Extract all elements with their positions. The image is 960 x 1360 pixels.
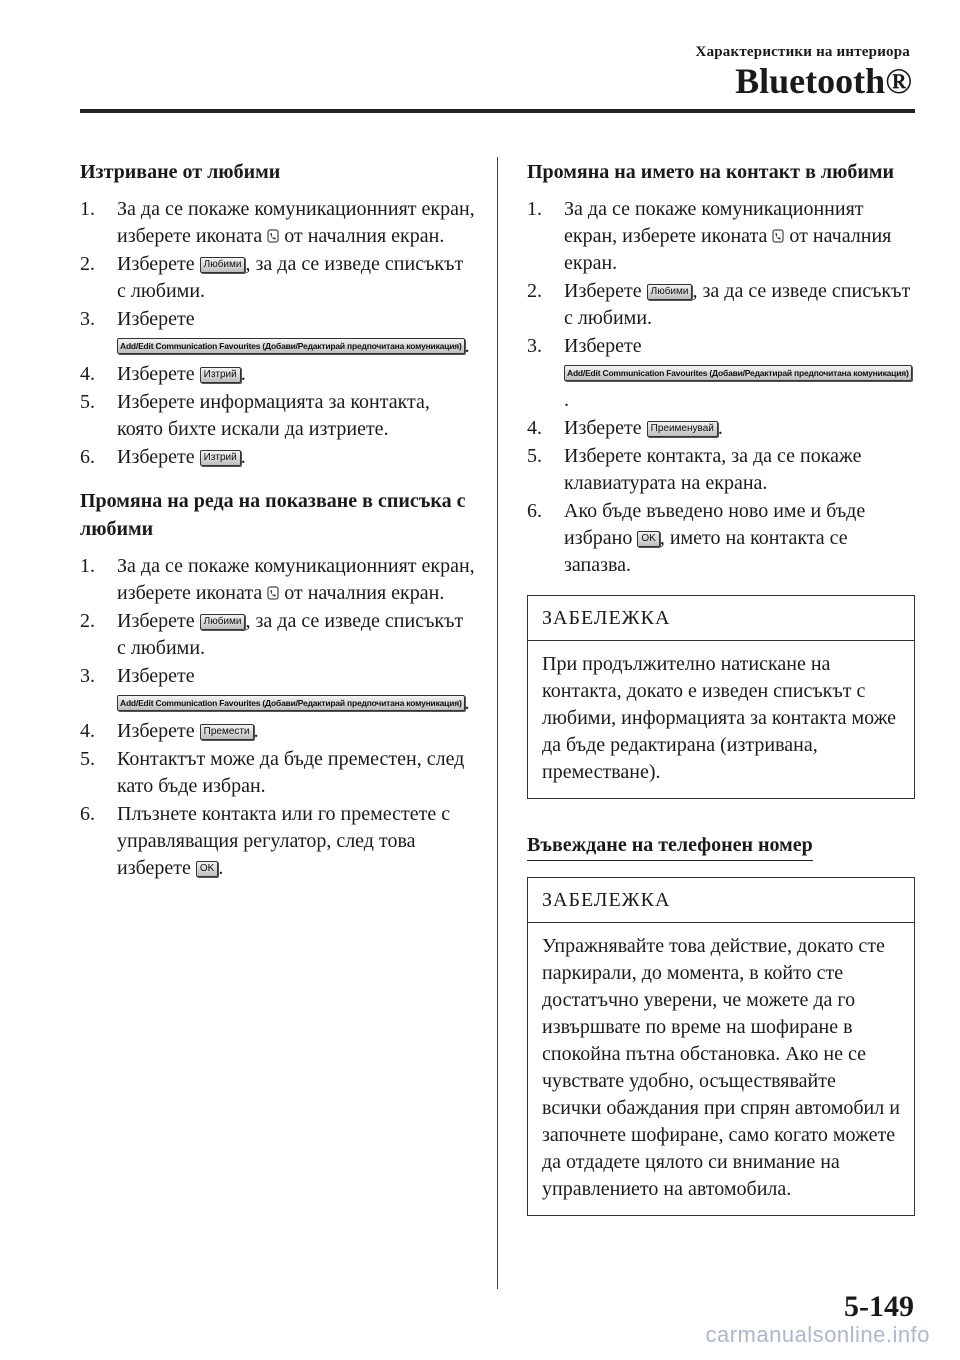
list-item: 6. Плъзнете контакта или го преместете с управляващия регулатор, след това изберете OK . — [80, 803, 451, 879]
list-item: 1. За да се покаже комуникационният екран, изберете иконата от началния екран. — [80, 555, 475, 604]
phone-icon[interactable] — [267, 229, 279, 243]
reorder-steps — [80, 553, 475, 882]
header-rule — [80, 109, 915, 113]
note-box-edit — [527, 595, 915, 799]
ok-button[interactable]: OK — [196, 861, 218, 877]
delete-steps — [80, 196, 475, 471]
note-body: При продължително натискане на контакта, докато е изведен списъкът с любими, информацията за контакта може да бъде редактирана (изтривана, преместване). — [542, 653, 897, 783]
list-item: 5. Изберете информацията за контакта, която бихте искали да изтриете. — [80, 391, 430, 440]
list-item: 2. Изберете Любими , за да се изведе списъкът с любими. — [527, 280, 911, 329]
list-item: 2. Изберете Любими , за да се изведе списъкът с любими. — [80, 610, 464, 659]
section-heading-rename: Промяна на името на контакт в любими — [527, 161, 895, 183]
note-body: Упражнявайте това действие, докато сте паркирали, до момента, в който сте достатъчно уверени, че можете да го извършвате по време на шофиране в спокойна пътна обстановка. Ако не се чувствате удобно, осъществявайте всички обаждания при спрян автомобил и започнете шофиране, само когато можете да отдадете цялото си внимание на управлението на автомобила. — [542, 935, 900, 1200]
add-edit-favourites-button[interactable]: Add/Edit Communication Favourites (Добави/Редактирай предпочитана комуникация) — [117, 695, 465, 711]
section-heading-delete: Изтриване от любими — [80, 161, 281, 183]
section-heading-reorder: Промяна на реда на показване в списъка с любими — [80, 490, 466, 540]
list-item: 1. За да се покаже комуникационният екран, изберете иконата от началния екран. — [80, 198, 475, 247]
list-item: 3. Изберете Add/Edit Communication Favourites (Добави/Редактирай предпочитана комуникация). — [527, 333, 915, 414]
favourites-button[interactable]: Любими — [200, 614, 246, 630]
header-title: Bluetooth® — [735, 61, 912, 101]
add-edit-favourites-button[interactable]: Add/Edit Communication Favourites (Добави/Редактирай предпочитана комуникация) — [564, 365, 912, 381]
left-column — [80, 158, 475, 898]
move-button[interactable]: Премести — [200, 724, 254, 740]
list-item: 6. Ако бъде въведено ново име и бъде избрано OK , името на контакта се запазва. — [527, 500, 866, 576]
favourites-button[interactable]: Любими — [647, 284, 693, 300]
list-item: 5. Контактът може да бъде преместен, след като бъде избран. — [80, 748, 465, 797]
note-title: ЗАБЕЛЕЖКА — [528, 878, 914, 923]
rename-button[interactable]: Преименувай — [647, 421, 718, 437]
phone-icon[interactable] — [772, 229, 784, 243]
list-item: 1. За да се покаже комуникационният екран, изберете иконата от началния екран. — [527, 198, 892, 274]
favourites-button[interactable]: Любими — [200, 257, 246, 273]
phone-icon[interactable] — [267, 586, 279, 600]
list-item: 6. Изберете Изтрий . — [80, 446, 246, 468]
rename-steps — [527, 196, 915, 579]
page-number: 5-149 — [844, 1290, 914, 1323]
list-item: 5. Изберете контакта, за да се покаже клавиатурата на екрана. — [527, 445, 862, 494]
list-item: 4. Изберете Преименувай . — [527, 417, 723, 439]
column-divider — [497, 157, 498, 1289]
delete-button[interactable]: Изтрий — [200, 450, 241, 466]
list-item: 3. Изберете Add/Edit Communication Favourites (Добави/Редактирай предпочитана комуникация) . — [80, 308, 470, 357]
list-item: 4. Изберете Изтрий . — [80, 363, 246, 385]
add-edit-favourites-button[interactable]: Add/Edit Communication Favourites (Добави/Редактирай предпочитана комуникация) — [117, 338, 465, 354]
header-category: Характеристики на интериора — [695, 44, 910, 60]
right-column — [527, 158, 915, 1226]
note-title: ЗАБЕЛЕЖКА — [528, 596, 914, 641]
list-item: 2. Изберете Любими , за да се изведе списъкът с любими. — [80, 253, 464, 302]
list-item: 3. Изберете Add/Edit Communication Favourites (Добави/Редактирай предпочитана комуникация) . — [80, 665, 470, 714]
ok-button[interactable]: OK — [637, 531, 659, 547]
delete-button[interactable]: Изтрий — [200, 367, 241, 383]
note-box-safety — [527, 877, 915, 1216]
watermark: carmanualsonline.info — [705, 1322, 930, 1347]
list-item: 4. Изберете Премести . — [80, 720, 259, 742]
section-heading-phone-number: Въвеждане на телефонен номер — [527, 831, 813, 861]
